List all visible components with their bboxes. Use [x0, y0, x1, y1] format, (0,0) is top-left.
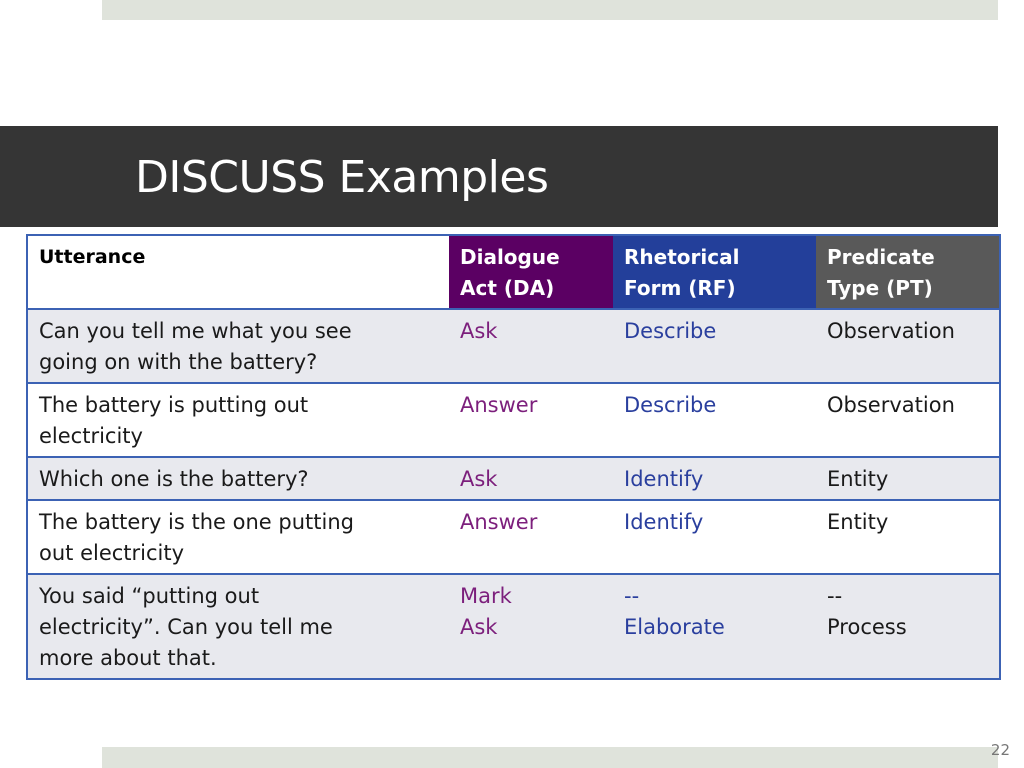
utterance-cell — [27, 457, 449, 500]
utterance-cell — [27, 383, 449, 457]
rhetorical-form-cell — [613, 383, 816, 457]
page-number: 22 — [990, 741, 1010, 759]
top-decorative-strip — [102, 0, 998, 20]
cell-line: -- — [624, 584, 640, 608]
cell-line: Can you tell me what you see — [39, 319, 352, 343]
cell-line: going on with the battery? — [39, 350, 318, 374]
cell-line: Which one is the battery? — [39, 467, 309, 491]
predicate-type-cell — [816, 574, 1000, 679]
utterance-cell — [27, 500, 449, 574]
table-row — [27, 500, 1000, 574]
table-row — [27, 574, 1000, 679]
rhetorical-form-cell — [613, 457, 816, 500]
cell-line: -- — [827, 584, 843, 608]
cell-line: Ask — [460, 319, 498, 343]
cell-line: Entity — [827, 510, 889, 534]
table-row — [27, 457, 1000, 500]
header-line: Predicate — [827, 245, 935, 269]
utterance-cell — [27, 574, 449, 679]
dialogue-act-cell — [449, 457, 613, 500]
cell-line: Observation — [827, 319, 955, 343]
dialogue-act-cell — [449, 500, 613, 574]
cell-line: The battery is putting out — [39, 393, 309, 417]
examples-table — [26, 234, 1001, 680]
cell-line: Mark — [460, 584, 512, 608]
header-line: Form (RF) — [624, 276, 736, 300]
header-dialogue-act — [449, 235, 613, 309]
cell-line: Describe — [624, 393, 717, 417]
dialogue-act-cell — [449, 574, 613, 679]
dialogue-act-cell — [449, 309, 613, 383]
header-line: Rhetorical — [624, 245, 740, 269]
predicate-type-cell — [816, 383, 1000, 457]
bottom-decorative-strip — [102, 747, 998, 768]
cell-line: Ask — [460, 467, 498, 491]
cell-line: Identify — [624, 510, 704, 534]
table-row — [27, 383, 1000, 457]
cell-line: more about that. — [39, 646, 217, 670]
predicate-type-cell — [816, 309, 1000, 383]
cell-line: Answer — [460, 510, 538, 534]
predicate-type-cell — [816, 500, 1000, 574]
rhetorical-form-cell — [613, 309, 816, 383]
slide-title: DISCUSS Examples — [135, 152, 549, 203]
cell-line: Describe — [624, 319, 717, 343]
cell-line: You said “putting out — [39, 584, 260, 608]
cell-line: Identify — [624, 467, 704, 491]
cell-line: The battery is the one putting — [39, 510, 354, 534]
rhetorical-form-cell — [613, 500, 816, 574]
cell-line: Ask — [460, 615, 498, 639]
header-rhetorical-form — [613, 235, 816, 309]
header-line: Type (PT) — [827, 276, 933, 300]
cell-line: electricity — [39, 424, 143, 448]
header-utterance — [27, 235, 449, 309]
cell-line: Observation — [827, 393, 955, 417]
rhetorical-form-cell — [613, 574, 816, 679]
header-predicate-type — [816, 235, 1000, 309]
header-utterance-label: Utterance — [39, 246, 146, 268]
table-header-row — [27, 235, 1000, 309]
dialogue-act-cell — [449, 383, 613, 457]
header-line: Dialogue — [460, 245, 560, 269]
cell-line: out electricity — [39, 541, 185, 565]
cell-line: electricity”. Can you tell me — [39, 615, 333, 639]
header-line: Act (DA) — [460, 276, 555, 300]
predicate-type-cell — [816, 457, 1000, 500]
cell-line: Process — [827, 615, 907, 639]
table-row — [27, 309, 1000, 383]
cell-line: Entity — [827, 467, 889, 491]
utterance-cell — [27, 309, 449, 383]
cell-line: Answer — [460, 393, 538, 417]
cell-line: Elaborate — [624, 615, 725, 639]
